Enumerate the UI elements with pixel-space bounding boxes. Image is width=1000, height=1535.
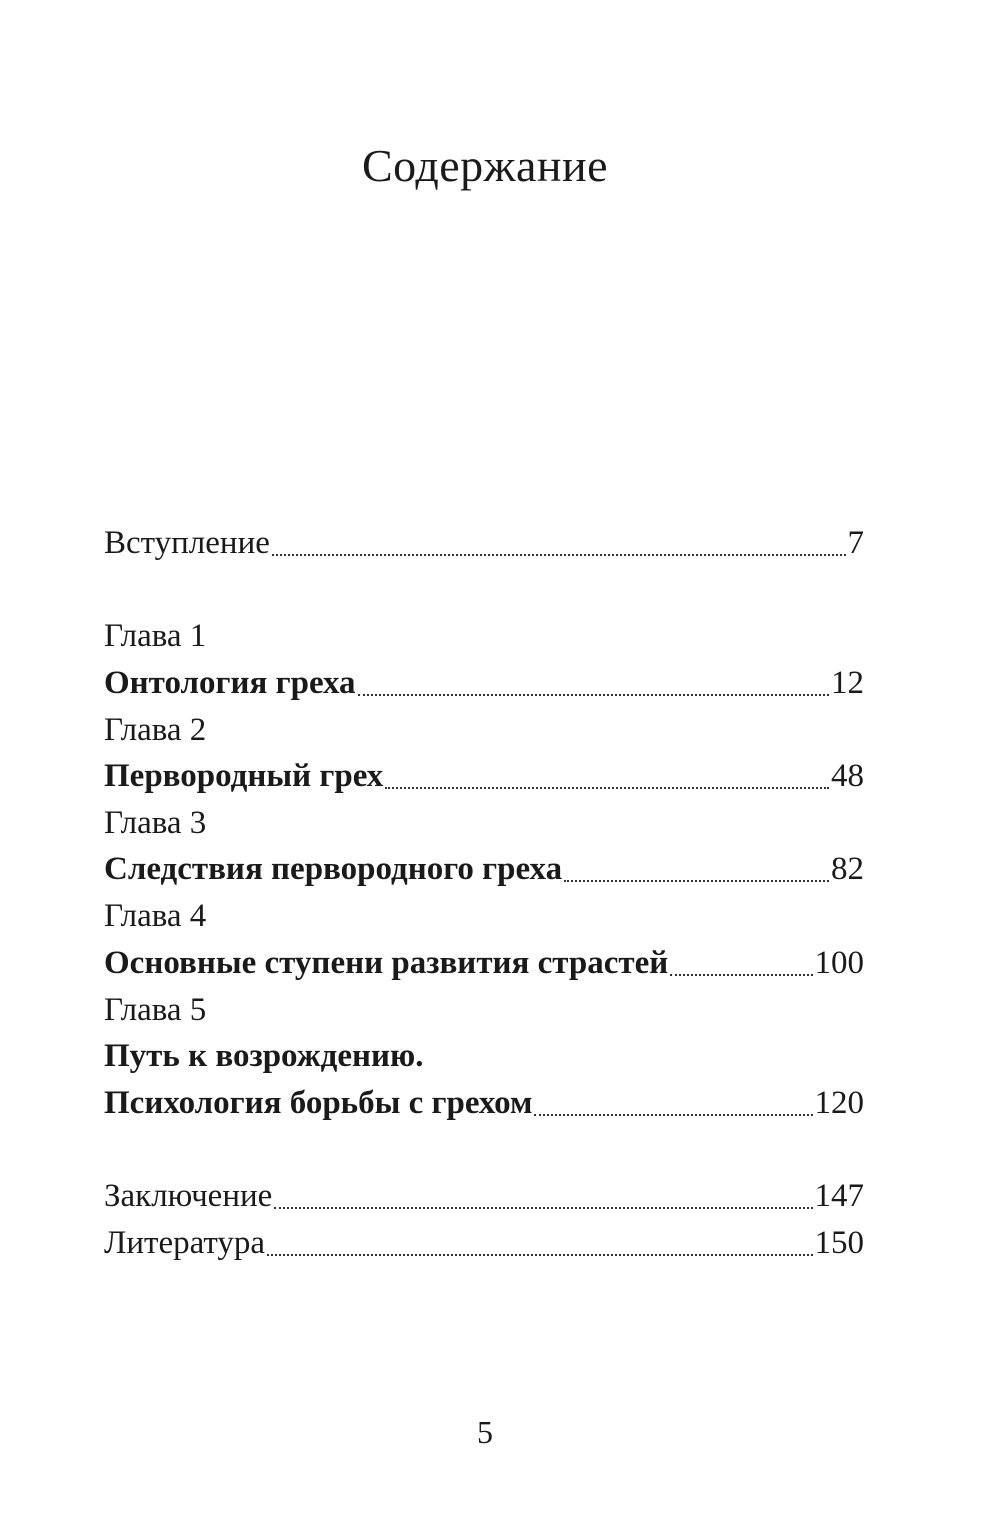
toc-entry-bibliography[interactable] <box>104 1220 864 1266</box>
chapter-label: Глава 1 <box>104 618 207 654</box>
toc-entry-title: Онтология греха <box>104 665 356 701</box>
dot-leader <box>272 554 846 556</box>
dot-leader <box>385 787 829 789</box>
toc-entry-title: Заключение <box>104 1178 273 1214</box>
toc-chapter-label <box>104 800 864 846</box>
page-title: Содержание <box>361 140 609 191</box>
dot-leader <box>564 880 829 882</box>
toc-entry-page: 7 <box>847 525 864 561</box>
toc-entry-chapter-3[interactable] <box>104 846 864 892</box>
toc-entry-page: 100 <box>814 945 864 981</box>
toc-entry-page: 120 <box>814 1085 864 1121</box>
chapter-label: Глава 4 <box>104 898 207 934</box>
toc-entry-chapter-4[interactable] <box>104 940 864 986</box>
toc-entry-page: 147 <box>814 1178 864 1214</box>
toc-chapter-label <box>104 893 864 939</box>
toc-chapter-label <box>104 613 864 659</box>
toc-entry-page: 150 <box>814 1225 864 1261</box>
toc-entry-page: 12 <box>831 665 864 701</box>
toc-chapter-label <box>104 987 864 1033</box>
toc-entry-title: Следствия первородного греха <box>104 851 563 887</box>
toc-entry-title: Литература <box>104 1225 266 1261</box>
dot-leader <box>534 1114 812 1116</box>
chapter-label: Глава 2 <box>104 712 207 748</box>
page-number: 5 <box>477 1414 493 1450</box>
toc-entry-title: Первородный грех <box>104 758 384 794</box>
dot-leader <box>267 1254 812 1256</box>
chapter-label: Глава 3 <box>104 805 207 841</box>
toc-chapter-label <box>104 707 864 753</box>
toc-entry-chapter-1[interactable] <box>104 660 864 706</box>
dot-leader <box>358 694 829 696</box>
toc-entry-page: 48 <box>831 758 864 794</box>
toc-entry-title: Психология борьбы с грехом <box>104 1085 533 1121</box>
toc-entry-conclusion[interactable] <box>104 1173 864 1219</box>
chapter-label: Глава 5 <box>104 992 207 1028</box>
toc-entry-title: Путь к возрождению. <box>104 1038 424 1074</box>
toc-entry-introduction[interactable] <box>104 520 864 566</box>
dot-leader <box>670 974 812 976</box>
toc-entry-page: 82 <box>831 851 864 887</box>
toc-entry-title: Основные ступени развития страстей <box>104 945 669 981</box>
toc-entry-title: Вступление <box>104 525 270 561</box>
dot-leader <box>274 1207 812 1209</box>
toc-entry-chapter-5-line1[interactable] <box>104 1033 864 1079</box>
toc-entry-chapter-2[interactable] <box>104 753 864 799</box>
toc-entry-chapter-5[interactable] <box>104 1080 864 1126</box>
